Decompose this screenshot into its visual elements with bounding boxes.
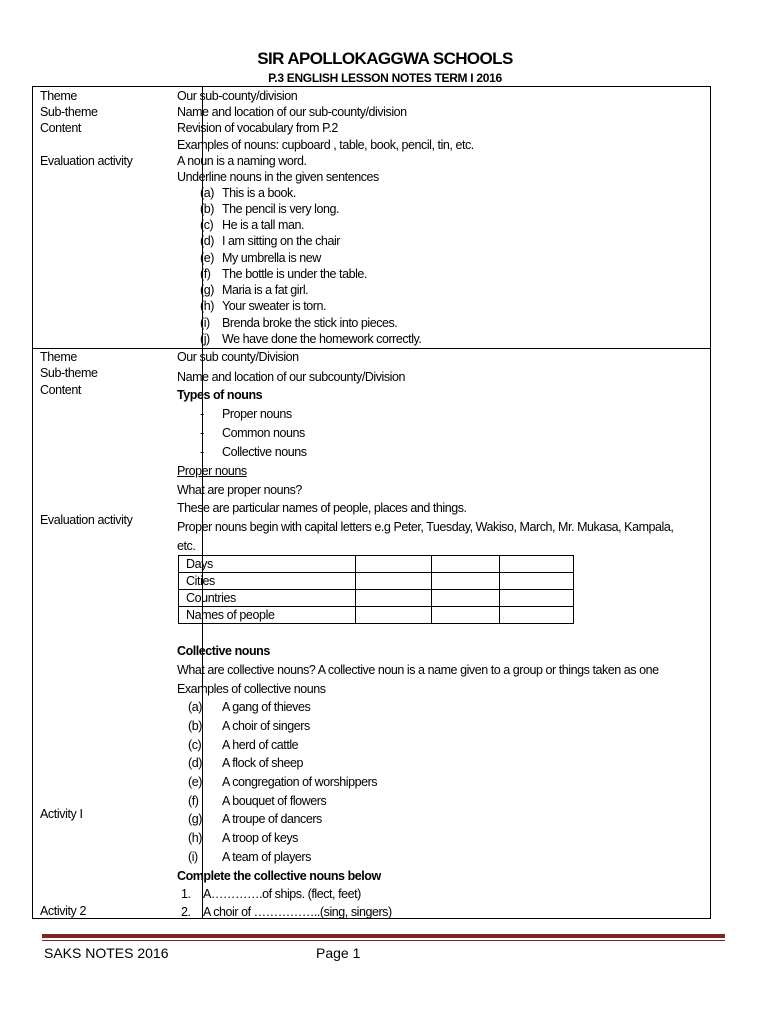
table-cell: Countries	[179, 590, 356, 607]
document-subtitle: P.3 ENGLISH LESSON NOTES TERM I 2016	[268, 71, 502, 85]
section1-instruction: Underline nouns in the given sentences	[177, 170, 379, 184]
list-marker: (d)	[188, 756, 202, 770]
list-marker: (f)	[200, 267, 211, 281]
types-heading: Types of nouns	[177, 388, 263, 402]
list-marker: -	[200, 426, 204, 440]
label-subtheme-2: Sub-theme	[40, 366, 98, 380]
list-item: A herd of cattle	[222, 738, 299, 752]
section1-subtheme: Name and location of our sub-county/division	[177, 105, 407, 119]
list-marker: (g)	[188, 812, 202, 826]
table-cell	[432, 607, 500, 624]
collective-definition: What are collective nouns? A collective noun is a name given to a group or things taken as one	[177, 663, 659, 677]
list-marker: (e)	[188, 775, 202, 789]
list-marker: -	[200, 445, 204, 459]
list-item: A gang of thieves	[222, 700, 311, 714]
complete-heading: Complete the collective nouns below	[177, 869, 381, 883]
list-marker: -	[200, 407, 204, 421]
document-title: SIR APOLLOKAGGWA SCHOOLS	[257, 49, 513, 68]
section1-definition: A noun is a naming word.	[177, 154, 307, 168]
section1-content: Revision of vocabulary from P.2	[177, 121, 338, 135]
section2-subtheme: Name and location of our subcounty/Division	[177, 370, 406, 384]
table-cell	[432, 573, 500, 590]
footer-rule-thin	[42, 940, 725, 941]
list-item: He is a tall man.	[222, 218, 304, 232]
footer-notes-label: SAKS NOTES 2016	[44, 945, 169, 961]
list-marker: (e)	[200, 251, 214, 265]
list-item: A flock of sheep	[222, 756, 304, 770]
label-evaluation-2: Evaluation activity	[40, 513, 133, 527]
list-item: Common nouns	[222, 426, 305, 440]
list-item: A………….of ships. (flect, feet)	[203, 887, 361, 901]
section1-examples: Examples of nouns: cupboard , table, book, pencil, tin, etc.	[177, 138, 474, 152]
footer-rule	[42, 934, 725, 938]
table-cell	[432, 556, 500, 573]
proper-examples: Proper nouns begin with capital letters e.g Peter, Tuesday, Wakiso, March, Mr. Mukasa, Kampala,	[177, 520, 674, 534]
list-item: A team of players	[222, 850, 311, 864]
label-content-1: Content	[40, 121, 81, 135]
label-evaluation-1: Evaluation activity	[40, 154, 133, 168]
list-marker: (i)	[188, 850, 198, 864]
list-item: Maria is a fat girl.	[222, 283, 309, 297]
table-cell	[432, 590, 500, 607]
table-cell: Names of people	[179, 607, 356, 624]
list-marker: 1.	[181, 887, 191, 901]
table-cell	[356, 573, 432, 590]
table-cell	[500, 607, 574, 624]
list-item: A bouquet of flowers	[222, 794, 327, 808]
label-activity-2: Activity 2	[40, 904, 87, 918]
list-item: Brenda broke the stick into pieces.	[222, 316, 398, 330]
lesson-notes-table	[32, 86, 711, 919]
list-marker: (i)	[200, 316, 210, 330]
list-marker: (c)	[200, 218, 214, 232]
label-content-2: Content	[40, 383, 81, 397]
table-cell	[356, 590, 432, 607]
list-item: Collective nouns	[222, 445, 307, 459]
table-cell: Cities	[179, 573, 356, 590]
list-item: A choir of ……………..(sing, singers)	[203, 905, 392, 919]
section2-theme: Our sub county/Division	[177, 350, 299, 364]
list-item: A troop of keys	[222, 831, 298, 845]
list-marker: (a)	[200, 186, 214, 200]
list-item: A troupe of dancers	[222, 812, 322, 826]
list-marker: (j)	[200, 332, 210, 346]
label-theme-1: Theme	[40, 89, 77, 103]
list-item: A congregation of worshippers	[222, 775, 378, 789]
list-item: This is a book.	[222, 186, 296, 200]
list-item: A choir of singers	[222, 719, 310, 733]
list-item: Proper nouns	[222, 407, 292, 421]
proper-nouns-heading: Proper nouns	[177, 464, 247, 478]
table-row	[179, 607, 574, 624]
table-cell	[356, 607, 432, 624]
list-item: The bottle is under the table.	[222, 267, 367, 281]
list-marker: (b)	[188, 719, 202, 733]
page-number: Page 1	[316, 945, 361, 961]
list-marker: 2.	[181, 905, 191, 919]
list-item: Your sweater is torn.	[222, 299, 327, 313]
list-item: The pencil is very long.	[222, 202, 340, 216]
examples-heading: Examples of collective nouns	[177, 682, 326, 696]
table-cell: Days	[179, 556, 356, 573]
table-cell	[500, 573, 574, 590]
list-item: We have done the homework correctly.	[222, 332, 422, 346]
table-row	[179, 556, 574, 573]
section1-theme: Our sub-county/division	[177, 89, 298, 103]
list-marker: (h)	[188, 831, 202, 845]
list-marker: (d)	[200, 234, 214, 248]
proper-nouns-grid	[178, 555, 574, 624]
table-cell	[500, 590, 574, 607]
proper-question: What are proper nouns?	[177, 483, 302, 497]
list-item: I am sitting on the chair	[222, 234, 340, 248]
list-marker: (g)	[200, 283, 214, 297]
list-marker: (b)	[200, 202, 214, 216]
table-cell	[500, 556, 574, 573]
list-marker: (c)	[188, 738, 202, 752]
label-activity-1: Activity I	[40, 807, 83, 821]
table-row	[179, 573, 574, 590]
table-cell	[356, 556, 432, 573]
table-row	[179, 590, 574, 607]
label-theme-2: Theme	[40, 350, 77, 364]
list-item: My umbrella is new	[222, 251, 321, 265]
list-marker: (f)	[188, 794, 199, 808]
list-marker: (a)	[188, 700, 202, 714]
label-subtheme-1: Sub-theme	[40, 105, 98, 119]
row-divider	[33, 348, 710, 349]
list-marker: (h)	[200, 299, 214, 313]
proper-answer: These are particular names of people, places and things.	[177, 501, 467, 515]
collective-heading: Collective nouns	[177, 644, 270, 658]
proper-examples-cont: etc.	[177, 539, 196, 553]
